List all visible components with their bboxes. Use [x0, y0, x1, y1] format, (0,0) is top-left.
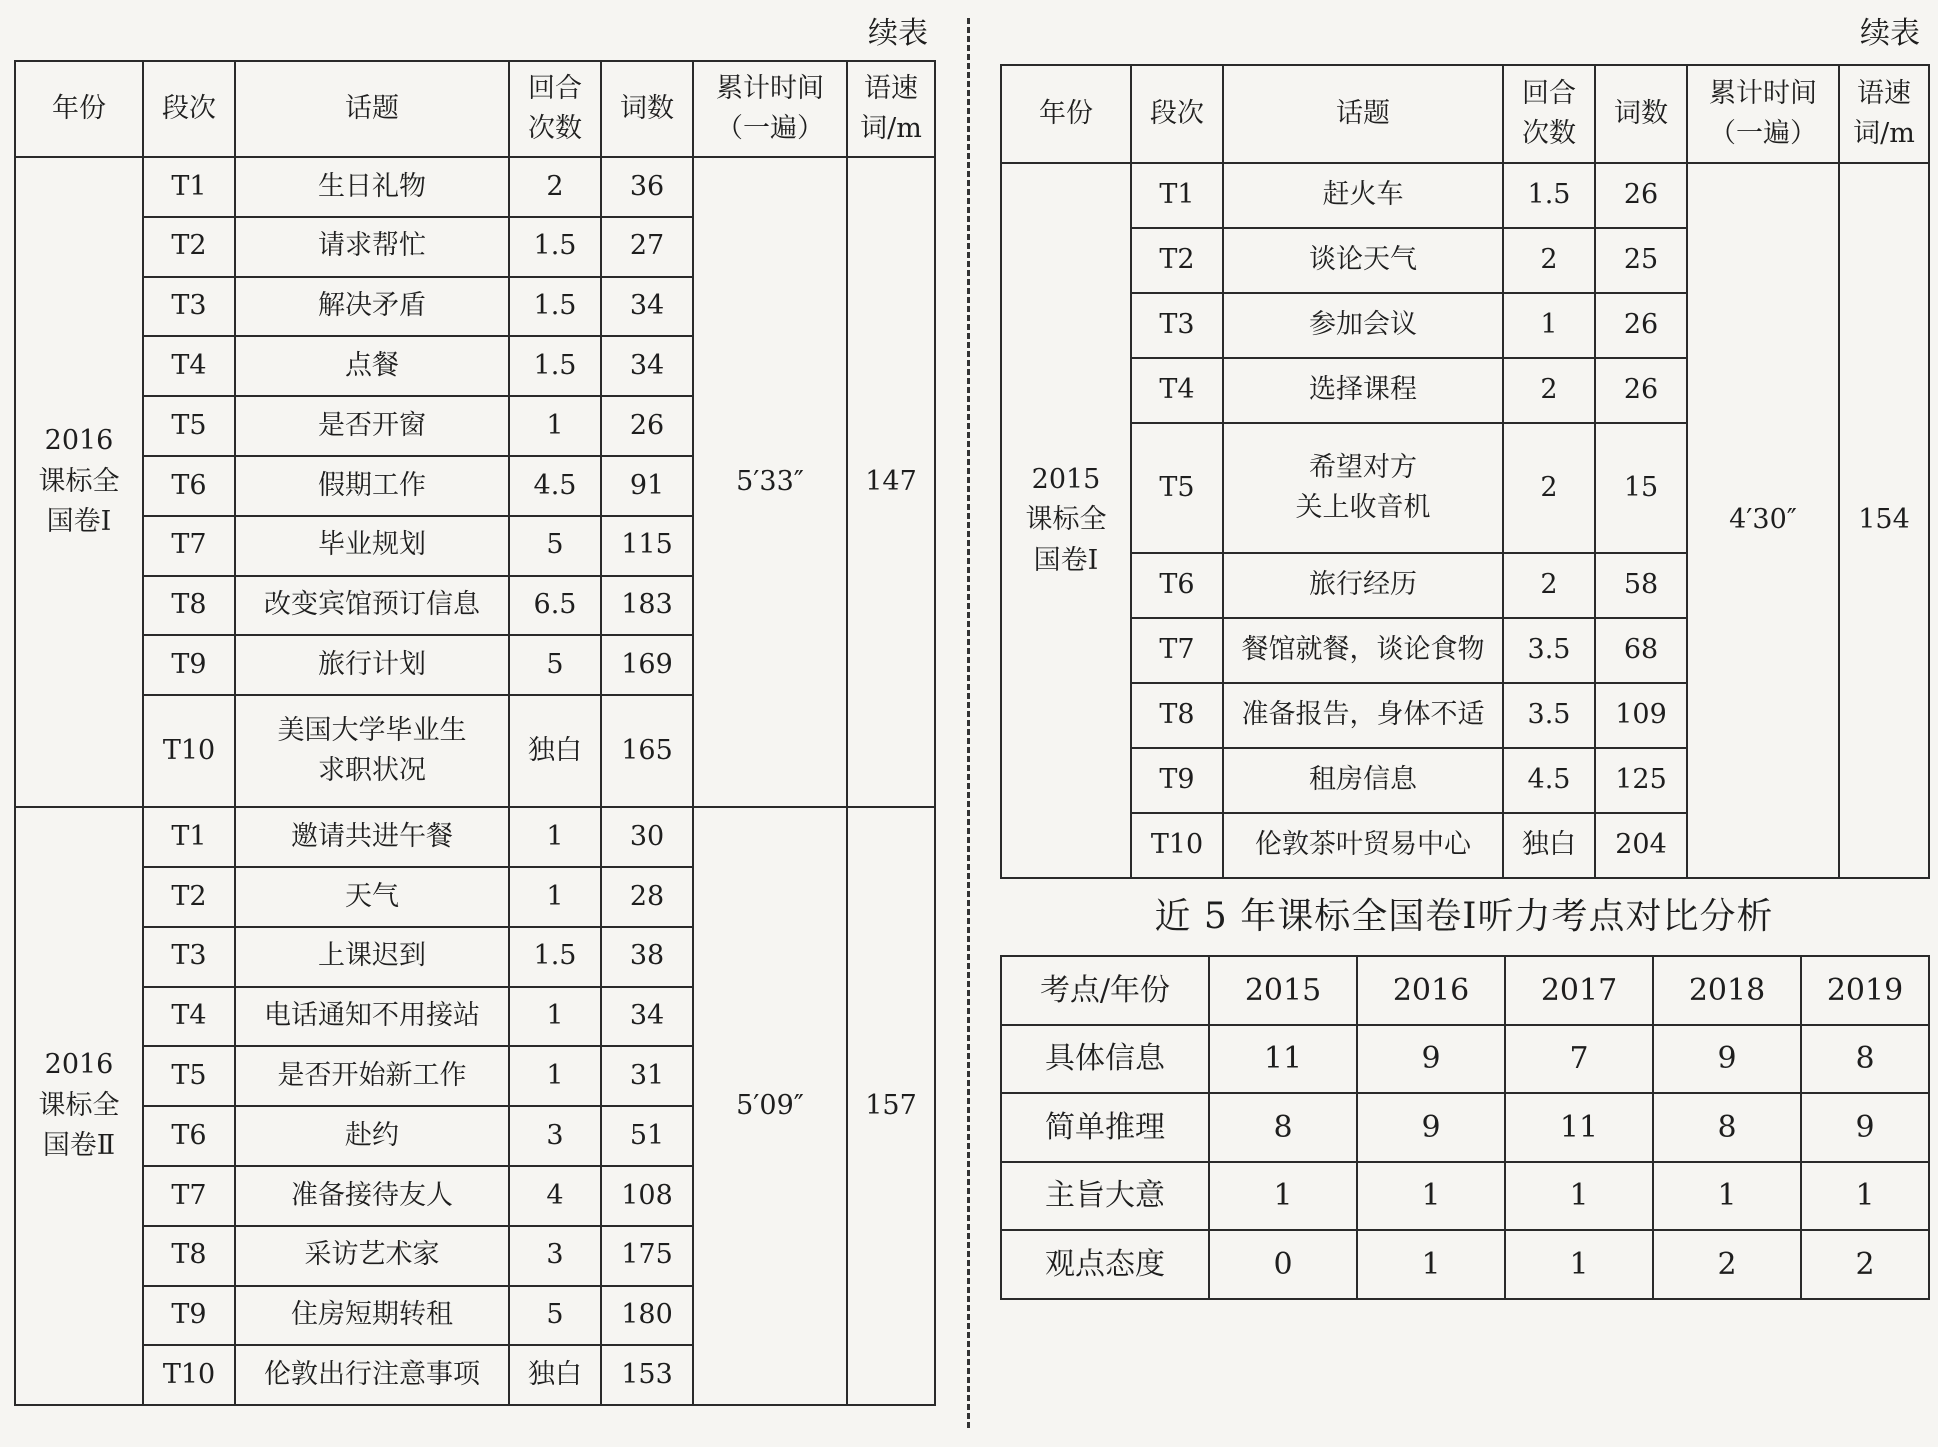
words-cell: 34: [601, 987, 693, 1047]
table-row: [15, 807, 935, 867]
count-cell: 9: [1357, 1093, 1505, 1162]
count-cell: 1: [1357, 1162, 1505, 1231]
rounds-cell: 1.5: [509, 217, 601, 277]
header-words: 词数: [1595, 65, 1687, 163]
rounds-cell: 3.5: [1503, 618, 1595, 683]
rounds-cell: 1: [509, 867, 601, 927]
speed-cell: 147: [847, 157, 935, 807]
count-cell: 7: [1505, 1025, 1653, 1094]
rounds-cell: 1: [1503, 293, 1595, 358]
section-cell: T5: [143, 1046, 235, 1106]
words-cell: 26: [1595, 358, 1687, 423]
section-cell: T6: [143, 1106, 235, 1166]
count-cell: 9: [1653, 1025, 1801, 1094]
topic-cell: 赶火车: [1223, 163, 1503, 228]
count-cell: 9: [1357, 1025, 1505, 1094]
comparison-table: [1000, 955, 1930, 1300]
section-cell: T1: [1131, 163, 1223, 228]
header-year: 年份: [15, 61, 143, 157]
words-cell: 115: [601, 516, 693, 576]
header-words: 词数: [601, 61, 693, 157]
page-divider: [967, 18, 970, 1428]
section-cell: T3: [143, 277, 235, 337]
topic-cell: 谈论天气: [1223, 228, 1503, 293]
section-cell: T7: [143, 1166, 235, 1226]
rounds-cell: 2: [1503, 423, 1595, 553]
section-cell: T2: [143, 867, 235, 927]
words-cell: 26: [601, 396, 693, 456]
header-speed: 语速 词/m: [847, 61, 935, 157]
rounds-cell: 1.5: [509, 927, 601, 987]
topic-cell: 伦敦出行注意事项: [235, 1345, 509, 1405]
words-cell: 26: [1595, 163, 1687, 228]
count-cell: 8: [1653, 1093, 1801, 1162]
speed-cell: 154: [1839, 163, 1929, 878]
words-cell: 204: [1595, 813, 1687, 878]
count-cell: 11: [1209, 1025, 1357, 1094]
topic-cell: 希望对方 关上收音机: [1223, 423, 1503, 553]
left-listening-table: [14, 60, 936, 1406]
words-cell: 34: [601, 336, 693, 396]
section-cell: T8: [143, 576, 235, 636]
time-cell: 4′30″: [1687, 163, 1839, 878]
table-row: [1001, 1230, 1929, 1299]
topic-cell: 是否开始新工作: [235, 1046, 509, 1106]
rounds-cell: 5: [509, 516, 601, 576]
words-cell: 183: [601, 576, 693, 636]
year-header: 2019: [1801, 956, 1929, 1025]
rounds-cell: 1: [509, 807, 601, 867]
topic-cell: 是否开窗: [235, 396, 509, 456]
words-cell: 153: [601, 1345, 693, 1405]
section-cell: T4: [143, 987, 235, 1047]
rounds-cell: 2: [1503, 553, 1595, 618]
header-row: [15, 61, 935, 157]
section-cell: T3: [143, 927, 235, 987]
section-cell: T8: [1131, 683, 1223, 748]
topic-cell: 请求帮忙: [235, 217, 509, 277]
year-header: 2018: [1653, 956, 1801, 1025]
table-row: [1001, 1025, 1929, 1094]
topic-cell: 伦敦茶叶贸易中心: [1223, 813, 1503, 878]
rounds-cell: 3: [509, 1106, 601, 1166]
section-cell: T2: [1131, 228, 1223, 293]
speed-cell: 157: [847, 807, 935, 1405]
section-cell: T10: [143, 695, 235, 807]
header-time: 累计时间 （一遍）: [693, 61, 847, 157]
section-cell: T9: [143, 635, 235, 695]
topic-cell: 租房信息: [1223, 748, 1503, 813]
words-cell: 91: [601, 456, 693, 516]
section-cell: T2: [143, 217, 235, 277]
count-cell: 1: [1209, 1162, 1357, 1231]
words-cell: 15: [1595, 423, 1687, 553]
corner-header: 考点/年份: [1001, 956, 1209, 1025]
rounds-cell: 5: [509, 635, 601, 695]
table-row: [1001, 1093, 1929, 1162]
section-cell: T4: [143, 336, 235, 396]
rounds-cell: 4: [509, 1166, 601, 1226]
section-cell: T4: [1131, 358, 1223, 423]
count-cell: 8: [1209, 1093, 1357, 1162]
section-cell: T9: [1131, 748, 1223, 813]
rounds-cell: 独白: [1503, 813, 1595, 878]
rounds-cell: 6.5: [509, 576, 601, 636]
words-cell: 51: [601, 1106, 693, 1166]
row-label: 具体信息: [1001, 1025, 1209, 1094]
topic-cell: 生日礼物: [235, 157, 509, 217]
words-cell: 25: [1595, 228, 1687, 293]
topic-cell: 采访艺术家: [235, 1226, 509, 1286]
rounds-cell: 2: [1503, 228, 1595, 293]
section-cell: T6: [143, 456, 235, 516]
left-continued-label: 续表: [868, 16, 928, 51]
topic-cell: 选择课程: [1223, 358, 1503, 423]
year-header: 2017: [1505, 956, 1653, 1025]
words-cell: 28: [601, 867, 693, 927]
year-cell: 2016 课标全 国卷Ⅰ: [15, 157, 143, 807]
rounds-cell: 1: [509, 1046, 601, 1106]
right-continued-label: 续表: [1860, 16, 1920, 51]
header-topic: 话题: [1223, 65, 1503, 163]
rounds-cell: 1: [509, 987, 601, 1047]
count-cell: 1: [1505, 1162, 1653, 1231]
topic-cell: 点餐: [235, 336, 509, 396]
time-cell: 5′33″: [693, 157, 847, 807]
words-cell: 125: [1595, 748, 1687, 813]
topic-cell: 旅行经历: [1223, 553, 1503, 618]
topic-cell: 毕业规划: [235, 516, 509, 576]
header-speed: 语速 词/m: [1839, 65, 1929, 163]
topic-cell: 上课迟到: [235, 927, 509, 987]
table-row: [1001, 163, 1929, 228]
row-label: 观点态度: [1001, 1230, 1209, 1299]
topic-cell: 餐馆就餐，谈论食物: [1223, 618, 1503, 683]
words-cell: 36: [601, 157, 693, 217]
section-cell: T7: [1131, 618, 1223, 683]
topic-cell: 住房短期转租: [235, 1286, 509, 1346]
table-row: [1001, 1162, 1929, 1231]
section-cell: T10: [1131, 813, 1223, 878]
rounds-cell: 独白: [509, 695, 601, 807]
section-cell: T1: [143, 157, 235, 217]
rounds-cell: 5: [509, 1286, 601, 1346]
count-cell: 1: [1505, 1230, 1653, 1299]
section-cell: T5: [143, 396, 235, 456]
comparison-title: 近 5 年课标全国卷Ⅰ听力考点对比分析: [1154, 896, 1774, 937]
section-cell: T6: [1131, 553, 1223, 618]
header-year: 年份: [1001, 65, 1131, 163]
rounds-cell: 3: [509, 1226, 601, 1286]
words-cell: 175: [601, 1226, 693, 1286]
topic-cell: 旅行计划: [235, 635, 509, 695]
rounds-cell: 3.5: [1503, 683, 1595, 748]
rounds-cell: 4.5: [509, 456, 601, 516]
header-row: [1001, 65, 1929, 163]
row-label: 主旨大意: [1001, 1162, 1209, 1231]
rounds-cell: 独白: [509, 1345, 601, 1405]
topic-cell: 美国大学毕业生 求职状况: [235, 695, 509, 807]
header-time: 累计时间 （一遍）: [1687, 65, 1839, 163]
table-row: [15, 157, 935, 217]
rounds-cell: 2: [1503, 358, 1595, 423]
section-cell: T5: [1131, 423, 1223, 553]
count-cell: 1: [1653, 1162, 1801, 1231]
count-cell: 2: [1653, 1230, 1801, 1299]
topic-cell: 准备接待友人: [235, 1166, 509, 1226]
section-cell: T3: [1131, 293, 1223, 358]
rounds-cell: 1.5: [509, 336, 601, 396]
header-topic: 话题: [235, 61, 509, 157]
row-label: 简单推理: [1001, 1093, 1209, 1162]
words-cell: 27: [601, 217, 693, 277]
count-cell: 9: [1801, 1093, 1929, 1162]
section-cell: T7: [143, 516, 235, 576]
year-header: 2016: [1357, 956, 1505, 1025]
topic-cell: 天气: [235, 867, 509, 927]
count-cell: 8: [1801, 1025, 1929, 1094]
topic-cell: 参加会议: [1223, 293, 1503, 358]
rounds-cell: 4.5: [1503, 748, 1595, 813]
topic-cell: 电话通知不用接站: [235, 987, 509, 1047]
words-cell: 26: [1595, 293, 1687, 358]
time-cell: 5′09″: [693, 807, 847, 1405]
words-cell: 58: [1595, 553, 1687, 618]
header-rounds: 回合 次数: [1503, 65, 1595, 163]
year-header: 2015: [1209, 956, 1357, 1025]
words-cell: 109: [1595, 683, 1687, 748]
header-section: 段次: [1131, 65, 1223, 163]
count-cell: 0: [1209, 1230, 1357, 1299]
rounds-cell: 1.5: [509, 277, 601, 337]
words-cell: 169: [601, 635, 693, 695]
topic-cell: 假期工作: [235, 456, 509, 516]
count-cell: 11: [1505, 1093, 1653, 1162]
topic-cell: 赴约: [235, 1106, 509, 1166]
header-rounds: 回合 次数: [509, 61, 601, 157]
words-cell: 108: [601, 1166, 693, 1226]
count-cell: 2: [1801, 1230, 1929, 1299]
words-cell: 34: [601, 277, 693, 337]
words-cell: 180: [601, 1286, 693, 1346]
count-cell: 1: [1801, 1162, 1929, 1231]
words-cell: 31: [601, 1046, 693, 1106]
words-cell: 38: [601, 927, 693, 987]
year-cell: 2015 课标全 国卷Ⅰ: [1001, 163, 1131, 878]
section-cell: T1: [143, 807, 235, 867]
topic-cell: 准备报告，身体不适: [1223, 683, 1503, 748]
section-cell: T8: [143, 1226, 235, 1286]
right-listening-table: [1000, 64, 1930, 879]
topic-cell: 改变宾馆预订信息: [235, 576, 509, 636]
rounds-cell: 1.5: [1503, 163, 1595, 228]
words-cell: 30: [601, 807, 693, 867]
topic-cell: 邀请共进午餐: [235, 807, 509, 867]
rounds-cell: 2: [509, 157, 601, 217]
words-cell: 165: [601, 695, 693, 807]
section-cell: T9: [143, 1286, 235, 1346]
header-row: [1001, 956, 1929, 1025]
section-cell: T10: [143, 1345, 235, 1405]
topic-cell: 解决矛盾: [235, 277, 509, 337]
words-cell: 68: [1595, 618, 1687, 683]
count-cell: 1: [1357, 1230, 1505, 1299]
rounds-cell: 1: [509, 396, 601, 456]
year-cell: 2016 课标全 国卷Ⅱ: [15, 807, 143, 1405]
header-section: 段次: [143, 61, 235, 157]
